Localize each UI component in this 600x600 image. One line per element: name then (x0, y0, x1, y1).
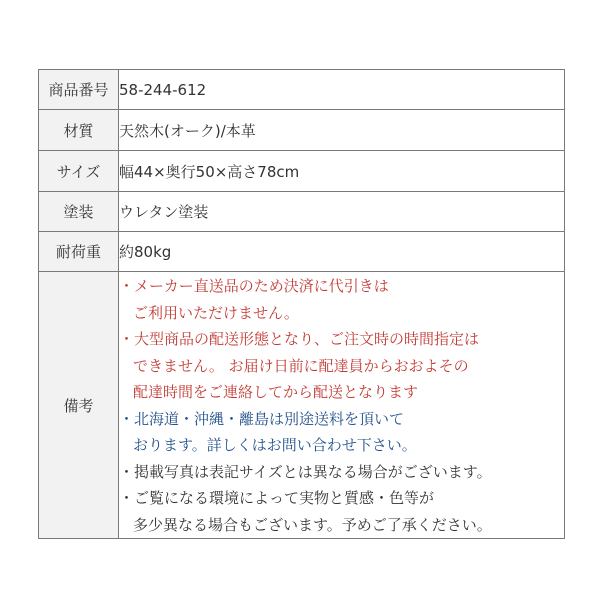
note-line: ・ご覧になる環境によって実物と質感・色等が (119, 489, 435, 507)
note-cod (119, 273, 564, 326)
note-line: ・大型商品の配送形態となり、ご注文時の時間指定は (119, 330, 480, 348)
spec-row-product-no (39, 70, 565, 110)
note-line: ・掲載写真は表記サイズとは異なる場合がございます。 (119, 462, 492, 481)
label-finish: 塗装 (39, 192, 119, 232)
value-size: 幅44×奥行50×高さ78cm (119, 151, 565, 192)
value-load: 約80kg (119, 232, 565, 272)
note-shipping-fee (119, 406, 564, 459)
label-remarks: 備考 (39, 272, 119, 539)
note-line: ・メーカー直送品のため決済に代引きは (119, 277, 389, 295)
label-size: サイズ (39, 151, 119, 192)
value-product-no: 58-244-612 (119, 70, 565, 110)
product-spec-table (38, 69, 565, 539)
note-line: 配達時間をご連絡してから配送となります (133, 383, 419, 401)
spec-row-load (39, 232, 565, 272)
note-line: ・北海道・沖縄・離島は別途送料を頂いて (119, 409, 405, 428)
note-line: おります。詳しくはお問い合わせ下さい。 (133, 436, 417, 454)
note-line: 多少異なる場合もございます。予めご了承ください。 (133, 515, 492, 534)
label-product-no: 商品番号 (39, 70, 119, 110)
note-photo-size (119, 459, 564, 486)
note-line: できません。 お届け日前に配達員からおおよその (133, 356, 469, 375)
value-finish: ウレタン塗装 (119, 192, 565, 232)
value-remarks (119, 272, 565, 539)
value-material: 天然木(オーク)/本革 (119, 110, 565, 151)
label-load: 耐荷重 (39, 232, 119, 272)
note-line: ご利用いただけません。 (133, 303, 299, 322)
spec-row-material (39, 110, 565, 151)
label-material: 材質 (39, 110, 119, 151)
spec-row-remarks (39, 272, 565, 539)
spec-row-finish (39, 192, 565, 232)
spec-row-size (39, 151, 565, 192)
note-color-variance (119, 485, 564, 538)
note-delivery-time (119, 326, 564, 406)
